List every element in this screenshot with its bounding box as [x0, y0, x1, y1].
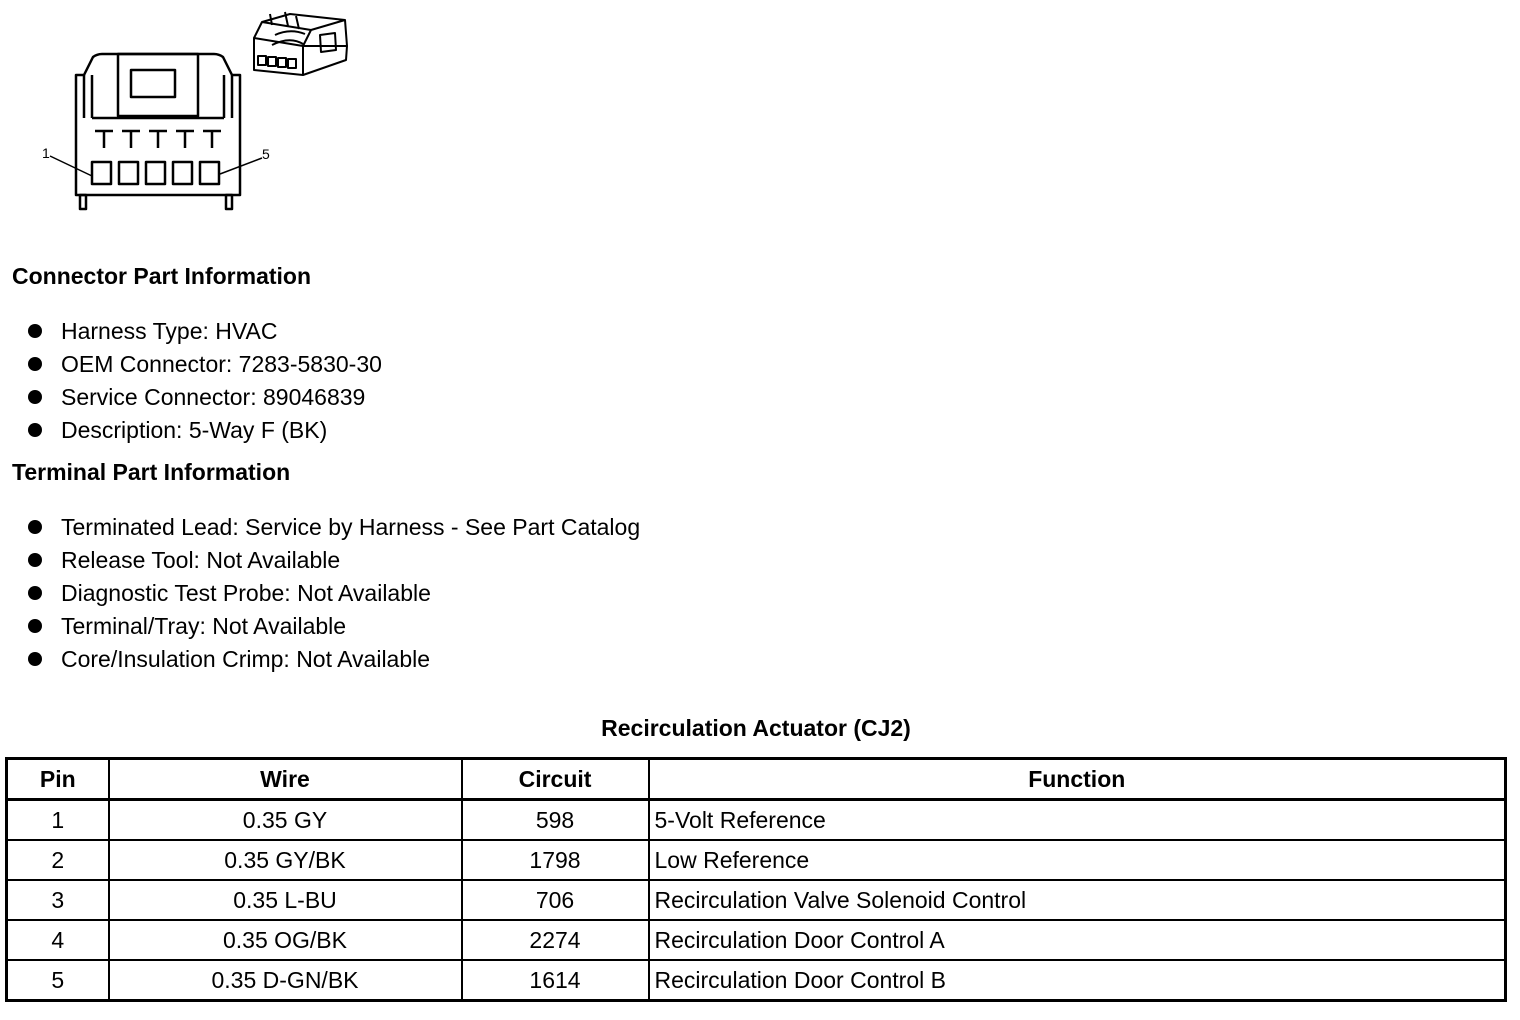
circuit-cell: 1798 — [462, 840, 649, 880]
pin-cell: 1 — [7, 800, 109, 841]
pin-cell: 2 — [7, 840, 109, 880]
wire-cell: 0.35 D-GN/BK — [109, 960, 462, 1001]
circuit-cell: 706 — [462, 880, 649, 920]
connector-latch-window — [131, 70, 175, 97]
wire-cell: 0.35 OG/BK — [109, 920, 462, 960]
bullet-icon — [28, 619, 42, 633]
pin-callout-leaders — [50, 156, 262, 176]
connector-face-diagram — [0, 0, 380, 225]
wire-cell: 0.35 GY/BK — [109, 840, 462, 880]
bullet-icon — [28, 324, 42, 338]
list-item: Core/Insulation Crimp: Not Available — [28, 645, 640, 678]
pin-label-1: 1 — [42, 145, 50, 161]
column-header-pin: Pin — [7, 759, 109, 800]
table-row — [7, 800, 1506, 841]
list-item: Terminated Lead: Service by Harness - See Part Catalog — [28, 513, 640, 546]
table-row — [7, 920, 1506, 960]
column-header-wire: Wire — [109, 759, 462, 800]
terminal-cavities — [92, 162, 219, 184]
pin-cell: 4 — [7, 920, 109, 960]
pin-cell: 5 — [7, 960, 109, 1001]
list-item: Description: 5-Way F (BK) — [28, 416, 382, 449]
connector-feet — [80, 195, 232, 209]
table-header-row — [7, 759, 1506, 800]
table-row — [7, 840, 1506, 880]
list-item: Release Tool: Not Available — [28, 546, 640, 579]
bullet-icon — [28, 652, 42, 666]
pin-label-5: 5 — [262, 146, 270, 162]
function-cell: 5-Volt Reference — [649, 800, 1506, 841]
list-item: Harness Type: HVAC — [28, 317, 382, 350]
function-cell: Recirculation Door Control B — [649, 960, 1506, 1001]
pin-table — [5, 757, 1507, 1002]
connector-3d-thumbnail — [254, 12, 347, 75]
list-item: OEM Connector: 7283-5830-30 — [28, 350, 382, 383]
connector-part-info-list — [28, 317, 382, 449]
function-cell: Low Reference — [649, 840, 1506, 880]
wire-cell: 0.35 L-BU — [109, 880, 462, 920]
connector-part-info-heading: Connector Part Information — [12, 263, 312, 289]
bullet-icon — [28, 423, 42, 437]
terminal-part-info-heading: Terminal Part Information — [12, 459, 291, 485]
table-row — [7, 880, 1506, 920]
list-item: Service Connector: 89046839 — [28, 383, 382, 416]
bullet-icon — [28, 357, 42, 371]
column-header-circuit: Circuit — [462, 759, 649, 800]
circuit-cell: 598 — [462, 800, 649, 841]
terminal-part-info-list — [28, 513, 640, 678]
function-cell: Recirculation Valve Solenoid Control — [649, 880, 1506, 920]
pin-table-title: Recirculation Actuator (CJ2) — [601, 715, 911, 741]
wire-cell: 0.35 GY — [109, 800, 462, 841]
bullet-icon — [28, 553, 42, 567]
table-row — [7, 960, 1506, 1001]
terminal-t-marks — [95, 131, 221, 148]
bullet-icon — [28, 520, 42, 534]
pin-cell: 3 — [7, 880, 109, 920]
list-item: Diagnostic Test Probe: Not Available — [28, 579, 640, 612]
bullet-icon — [28, 586, 42, 600]
column-header-function: Function — [649, 759, 1506, 800]
circuit-cell: 1614 — [462, 960, 649, 1001]
circuit-cell: 2274 — [462, 920, 649, 960]
connector-body-outline — [76, 54, 240, 195]
bullet-icon — [28, 390, 42, 404]
function-cell: Recirculation Door Control A — [649, 920, 1506, 960]
list-item: Terminal/Tray: Not Available — [28, 612, 640, 645]
